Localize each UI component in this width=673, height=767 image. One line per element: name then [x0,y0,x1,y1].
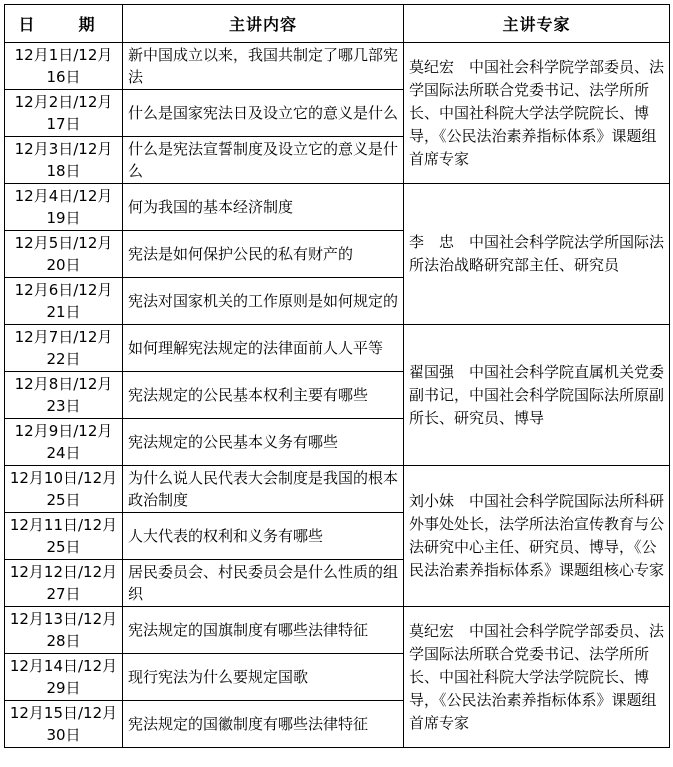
table-row [5,184,670,231]
table-row [5,607,670,654]
topic-cell: 宪法规定的国徽制度有哪些法律特征 [123,701,404,748]
date-cell: 12月10日/12月25日 [5,466,123,513]
topic-cell: 为什么说人民代表大会制度是我国的根本政治制度 [123,466,404,513]
topic-cell: 居民委员会、村民委员会是什么性质的组织 [123,560,404,607]
date-cell: 12月15日/12月30日 [5,701,123,748]
topic-cell: 现行宪法为什么要规定国歌 [123,654,404,701]
header-expert: 主讲专家 [404,5,670,43]
date-cell: 12月1日/12月16日 [5,43,123,90]
expert-cell: 翟国强 中国社会科学院直属机关党委副书记，中国社会科学院国际法所原副所长、研究员、博导 [404,325,670,466]
header-row [5,5,670,43]
expert-cell: 李 忠 中国社会科学院法学所国际法所法治战略研究部主任、研究员 [404,184,670,325]
date-cell: 12月7日/12月22日 [5,325,123,372]
table-row [5,325,670,372]
topic-cell: 宪法规定的公民基本义务有哪些 [123,419,404,466]
table-row [5,466,670,513]
topic-cell: 新中国成立以来，我国共制定了哪几部宪法 [123,43,404,90]
date-cell: 12月13日/12月28日 [5,607,123,654]
date-cell: 12月14日/12月29日 [5,654,123,701]
topic-cell: 什么是宪法宣誓制度及设立它的意义是什么 [123,137,404,184]
date-cell: 12月9日/12月24日 [5,419,123,466]
date-cell: 12月6日/12月21日 [5,278,123,325]
topic-cell: 人大代表的权利和义务有哪些 [123,513,404,560]
date-cell: 12月3日/12月18日 [5,137,123,184]
date-cell: 12月11日/12月25日 [5,513,123,560]
header-topic: 主讲内容 [123,5,404,43]
topic-cell: 宪法规定的公民基本权利主要有哪些 [123,372,404,419]
date-cell: 12月12日/12月27日 [5,560,123,607]
topic-cell: 宪法是如何保护公民的私有财产的 [123,231,404,278]
expert-cell: 莫纪宏 中国社会科学院学部委员、法学国际法所联合党委书记、法学所所长、中国社科院大学法学院院长、博导，《公民法治素养指标体系》课题组首席专家 [404,43,670,184]
date-cell: 12月5日/12月20日 [5,231,123,278]
topic-cell: 什么是国家宪法日及设立它的意义是什么 [123,90,404,137]
date-cell: 12月8日/12月23日 [5,372,123,419]
lecture-schedule-table [4,4,670,748]
table-row [5,43,670,90]
date-cell: 12月2日/12月17日 [5,90,123,137]
topic-cell: 宪法规定的国旗制度有哪些法律特征 [123,607,404,654]
topic-cell: 宪法对国家机关的工作原则是如何规定的 [123,278,404,325]
header-date: 日 期 [5,5,123,43]
topic-cell: 如何理解宪法规定的法律面前人人平等 [123,325,404,372]
topic-cell: 何为我国的基本经济制度 [123,184,404,231]
date-cell: 12月4日/12月19日 [5,184,123,231]
expert-cell: 刘小妹 中国社会科学院国际法所科研外事处处长，法学所法治宣传教育与公法研究中心主任、研究员、博导，《公民法治素养指标体系》课题组核心专家 [404,466,670,607]
expert-cell: 莫纪宏 中国社会科学院学部委员、法学国际法所联合党委书记、法学所所长、中国社科院大学法学院院长、博导，《公民法治素养指标体系》课题组首席专家 [404,607,670,748]
